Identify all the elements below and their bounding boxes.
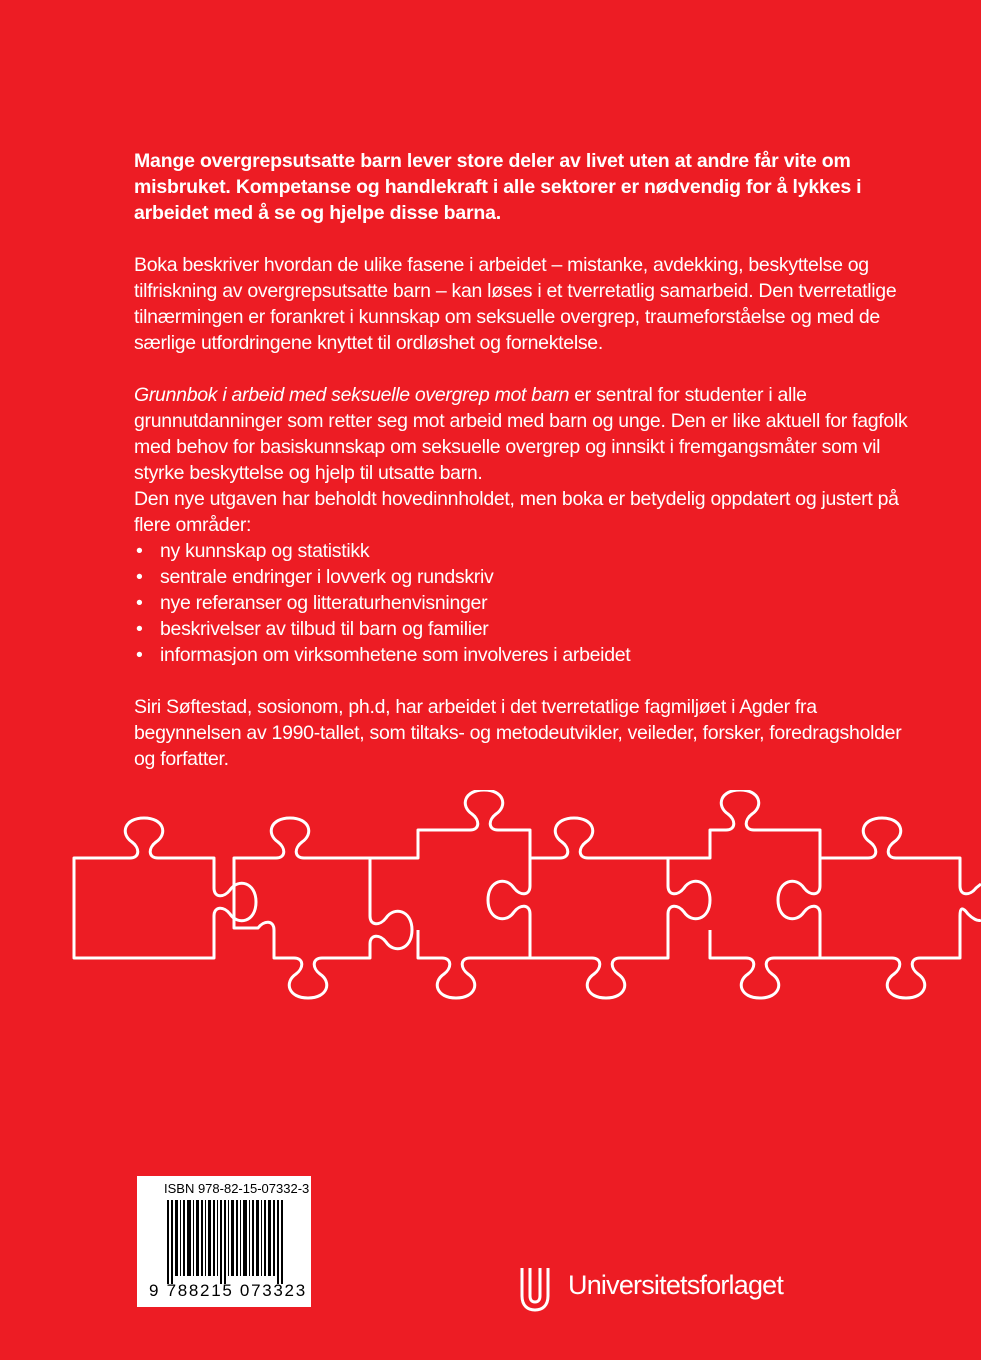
bullet-icon: •	[136, 592, 143, 614]
intro-paragraph: Mange overgrepsutsatte barn lever store deler av livet uten at andre får vite om misbruket. Kompetanse og handlekraft i alle sektorer er nødvendig for å lykkes i arbeidet med å se og hjelpe disse barna.	[134, 150, 862, 224]
cover-text	[134, 148, 916, 772]
universitetsforlaget-logo-icon	[518, 1264, 552, 1314]
publisher-name: Universitetsforlaget	[568, 1270, 784, 1300]
edition-paragraph: Den nye utgaven har beholdt hovedinnholdet, men boka er betydelig oppdatert og justert på flere områder:	[134, 488, 899, 536]
barcode-digits: 9 788215 073323	[149, 1281, 307, 1300]
list-item: • nye referanser og litteraturhenvisninger	[136, 592, 488, 614]
update-list	[134, 538, 916, 668]
isbn-label: ISBN 978-82-15-07332-3	[164, 1181, 310, 1196]
audience-text: er sentral for studenter i alle grunnutdanninger som retter seg mot arbeid med barn og unge. Den er like aktuell for fagfolk med behov for basiskunnskap om seksuelle overgrep og innsikt i fremgangsmåter som vil styrke beskyttelse og hjelp til utsatte barn.	[134, 384, 908, 484]
description-paragraph: Boka beskriver hvordan de ulike fasene i arbeidet – mistanke, avdekking, beskyttelse og tilfriskning av overgrepsutsatte barn – kan løses i et tverretatlig samarbeid. Den tverretatlige tilnærmingen er forankret i kunnskap om seksuelle overgrep, traumeforståelse og med de særlige utfordringene knyttet til ordløshet og fornektelse.	[134, 254, 897, 354]
bullet-icon: •	[136, 566, 143, 588]
isbn-barcode	[137, 1176, 311, 1307]
list-item: • sentrale endringer i lovverk og rundskriv	[136, 566, 494, 588]
book-title: Grunnbok i arbeid med seksuelle overgrep mot barn	[134, 384, 570, 406]
bullet-icon: •	[136, 618, 143, 640]
list-item: • beskrivelser av tilbud til barn og familier	[136, 618, 489, 640]
bullet-icon: •	[136, 644, 143, 666]
puzzle-chain-illustration	[0, 790, 981, 1030]
author-paragraph: Siri Søftestad, sosionom, ph.d, har arbeidet i det tverretatlige fagmiljøet i Agder fra begynnelsen av 1990-tallet, som tiltaks- og metodeutvikler, veileder, forsker, foredragsholder og forfatter.	[134, 696, 902, 770]
list-item: • informasjon om virksomhetene som involveres i arbeidet	[136, 644, 631, 666]
list-item: • ny kunnskap og statistikk	[136, 540, 370, 562]
bullet-icon: •	[136, 540, 143, 562]
audience-paragraph	[134, 382, 916, 486]
